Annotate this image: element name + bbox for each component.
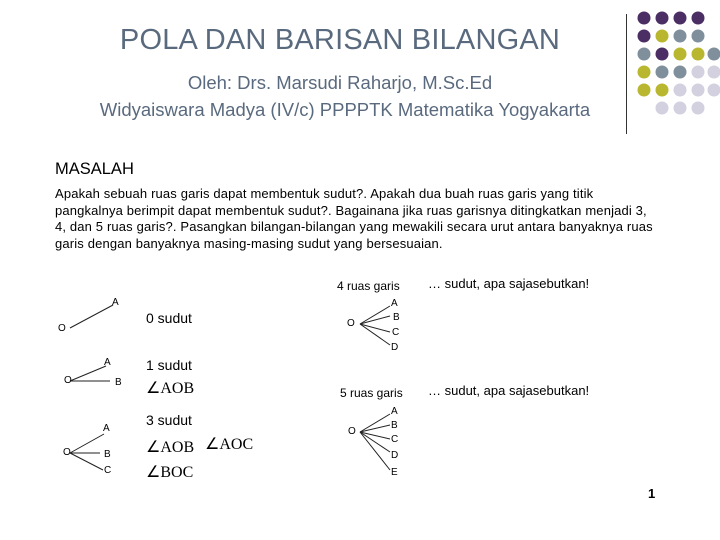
d4-ray-oa xyxy=(360,306,390,324)
d3-ray-oa xyxy=(70,434,104,453)
d2-ray-oa xyxy=(70,366,106,381)
d5-point-b: B xyxy=(391,420,398,431)
d1-point-a: A xyxy=(112,297,119,308)
d4-point-o: O xyxy=(347,318,355,329)
d3-point-c: C xyxy=(104,465,112,476)
section-heading: MASALAH xyxy=(55,160,134,178)
d5-label: 5 ruas garis xyxy=(340,386,403,400)
d4-point-c: C xyxy=(392,327,400,338)
d2-point-o: O xyxy=(64,375,72,386)
d2-point-b: B xyxy=(115,377,122,388)
d5-point-e: E xyxy=(391,467,398,478)
d5-point-d: D xyxy=(391,450,399,461)
d5-point-o: O xyxy=(348,426,356,437)
d4-point-d: D xyxy=(391,342,399,353)
d4-ray-od xyxy=(360,324,390,345)
d2-caption: 1 sudut xyxy=(146,357,192,373)
d3-angle-aoc: ∠AOC xyxy=(205,436,254,453)
d1-caption: 0 sudut xyxy=(146,310,192,326)
affiliation-line: Widyaiswara Madya (IV/c) PPPPTK Matematika Yogyakarta xyxy=(99,99,591,120)
d4-ray-oc xyxy=(360,324,390,332)
d4-point-b: B xyxy=(393,312,400,323)
d5-point-c: C xyxy=(391,434,399,445)
d1-point-o: O xyxy=(58,323,66,334)
d3-point-b: B xyxy=(104,449,111,460)
d2-point-a: A xyxy=(104,357,111,368)
d5-question: … sudut, apa sajasebutkan! xyxy=(428,383,590,398)
d4-point-a: A xyxy=(391,298,398,309)
d3-point-o: O xyxy=(63,447,71,458)
author-line: Oleh: Drs. Marsudi Raharjo, M.Sc.Ed xyxy=(187,72,493,93)
d3-ray-oc xyxy=(70,453,103,470)
d4-label: 4 ruas garis xyxy=(337,279,400,293)
d4-question: … sudut, apa sajasebutkan! xyxy=(428,276,590,291)
d5-ray-oa xyxy=(360,414,390,432)
d5-point-a: A xyxy=(391,406,398,417)
d1-ray-oa xyxy=(70,305,113,328)
d3-angle-aob: ∠AOB xyxy=(146,439,195,456)
d3-caption: 3 sudut xyxy=(146,412,192,428)
page-number: 1 xyxy=(648,486,656,501)
problem-paragraph: Apakah sebuah ruas garis dapat membentuk sudut?. Apakah dua buah ruas garis yang titik pangkalnya berimpit dapat membentuk sudut?. Bagainana jika ruas garisnya ditingkatkan menjadi 3, 4, dan 5 ruas garis?. Pasangkan bilangan-bilangan yang mewakili secara urut antara banyaknya ruas garis dengan banyaknya masing-masing sudut yang bersesuaian. xyxy=(55,186,653,251)
d4-ray-ob xyxy=(360,316,390,324)
page-title: POLA DAN BARISAN BILANGAN xyxy=(119,24,561,56)
d5-ray-ob xyxy=(360,425,390,432)
d3-point-a: A xyxy=(103,423,110,434)
d3-angle-boc: ∠BOC xyxy=(146,464,194,481)
d2-angle-aob: ∠AOB xyxy=(146,380,195,397)
